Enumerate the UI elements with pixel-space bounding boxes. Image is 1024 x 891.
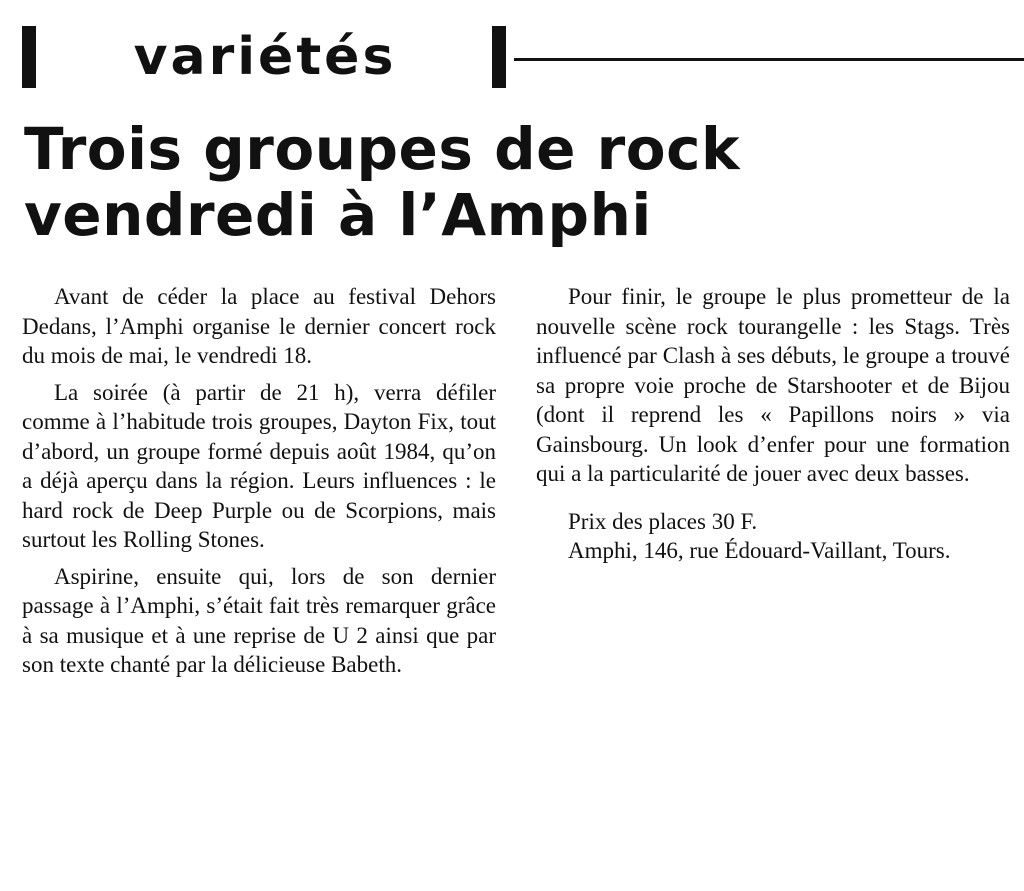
rubric-bar-left [22, 26, 36, 88]
venue-address: Amphi, 146, rue Édouard-Vaillant, Tours. [568, 538, 951, 563]
rubric-rule [514, 58, 1024, 61]
paragraph-aspirine: Aspirine, ensuite qui, lors de son dernier passage à l’Amphi, s’était fait très remarquer grâce à sa musique et à une reprise de U 2 ainsi que par son texte chanté par la délicieuse Babeth. [22, 563, 496, 677]
section-label: variétés [133, 27, 397, 87]
paragraph-stags: Pour finir, le groupe le plus prometteur de la nouvelle scène rock tourangelle : les Stags. Très influencé par Clash à ses débuts, le groupe a trouvé sa propre voie proche de Starshooter et de Bijou (dont il reprend les « Papillons noirs » via Gainsbourg. Un look d’enfer pour une formation qui a la particularité de jouer avec deux basses. [536, 284, 1010, 486]
paragraph-dayton-fix: La soirée (à partir de 21 h), verra défiler comme à l’habitude trois groupes, Dayton Fix, tout d’abord, un groupe formé depuis août 1984, qu’on a déjà aperçu dans la région. Leurs influences : le hard rock de Deep Purple ou de Scorpions, mais surtout les Rolling Stones. [22, 379, 496, 552]
paragraph-intro: Avant de céder la place au festival Dehors Dedans, l’Amphi organise le dernier concert rock du mois de mai, le vendredi 18. [22, 284, 496, 368]
section-rubric [22, 20, 1012, 94]
article-headline [24, 116, 1014, 248]
rubric-bar-right [492, 26, 506, 88]
article-column-left [22, 282, 496, 687]
headline-line-1: Trois groupes de rock [24, 115, 741, 183]
headline-line-2: vendredi à l’Amphi [24, 181, 652, 249]
article-column-right [536, 282, 1010, 566]
ticket-price: Prix des places 30 F. [568, 508, 758, 534]
